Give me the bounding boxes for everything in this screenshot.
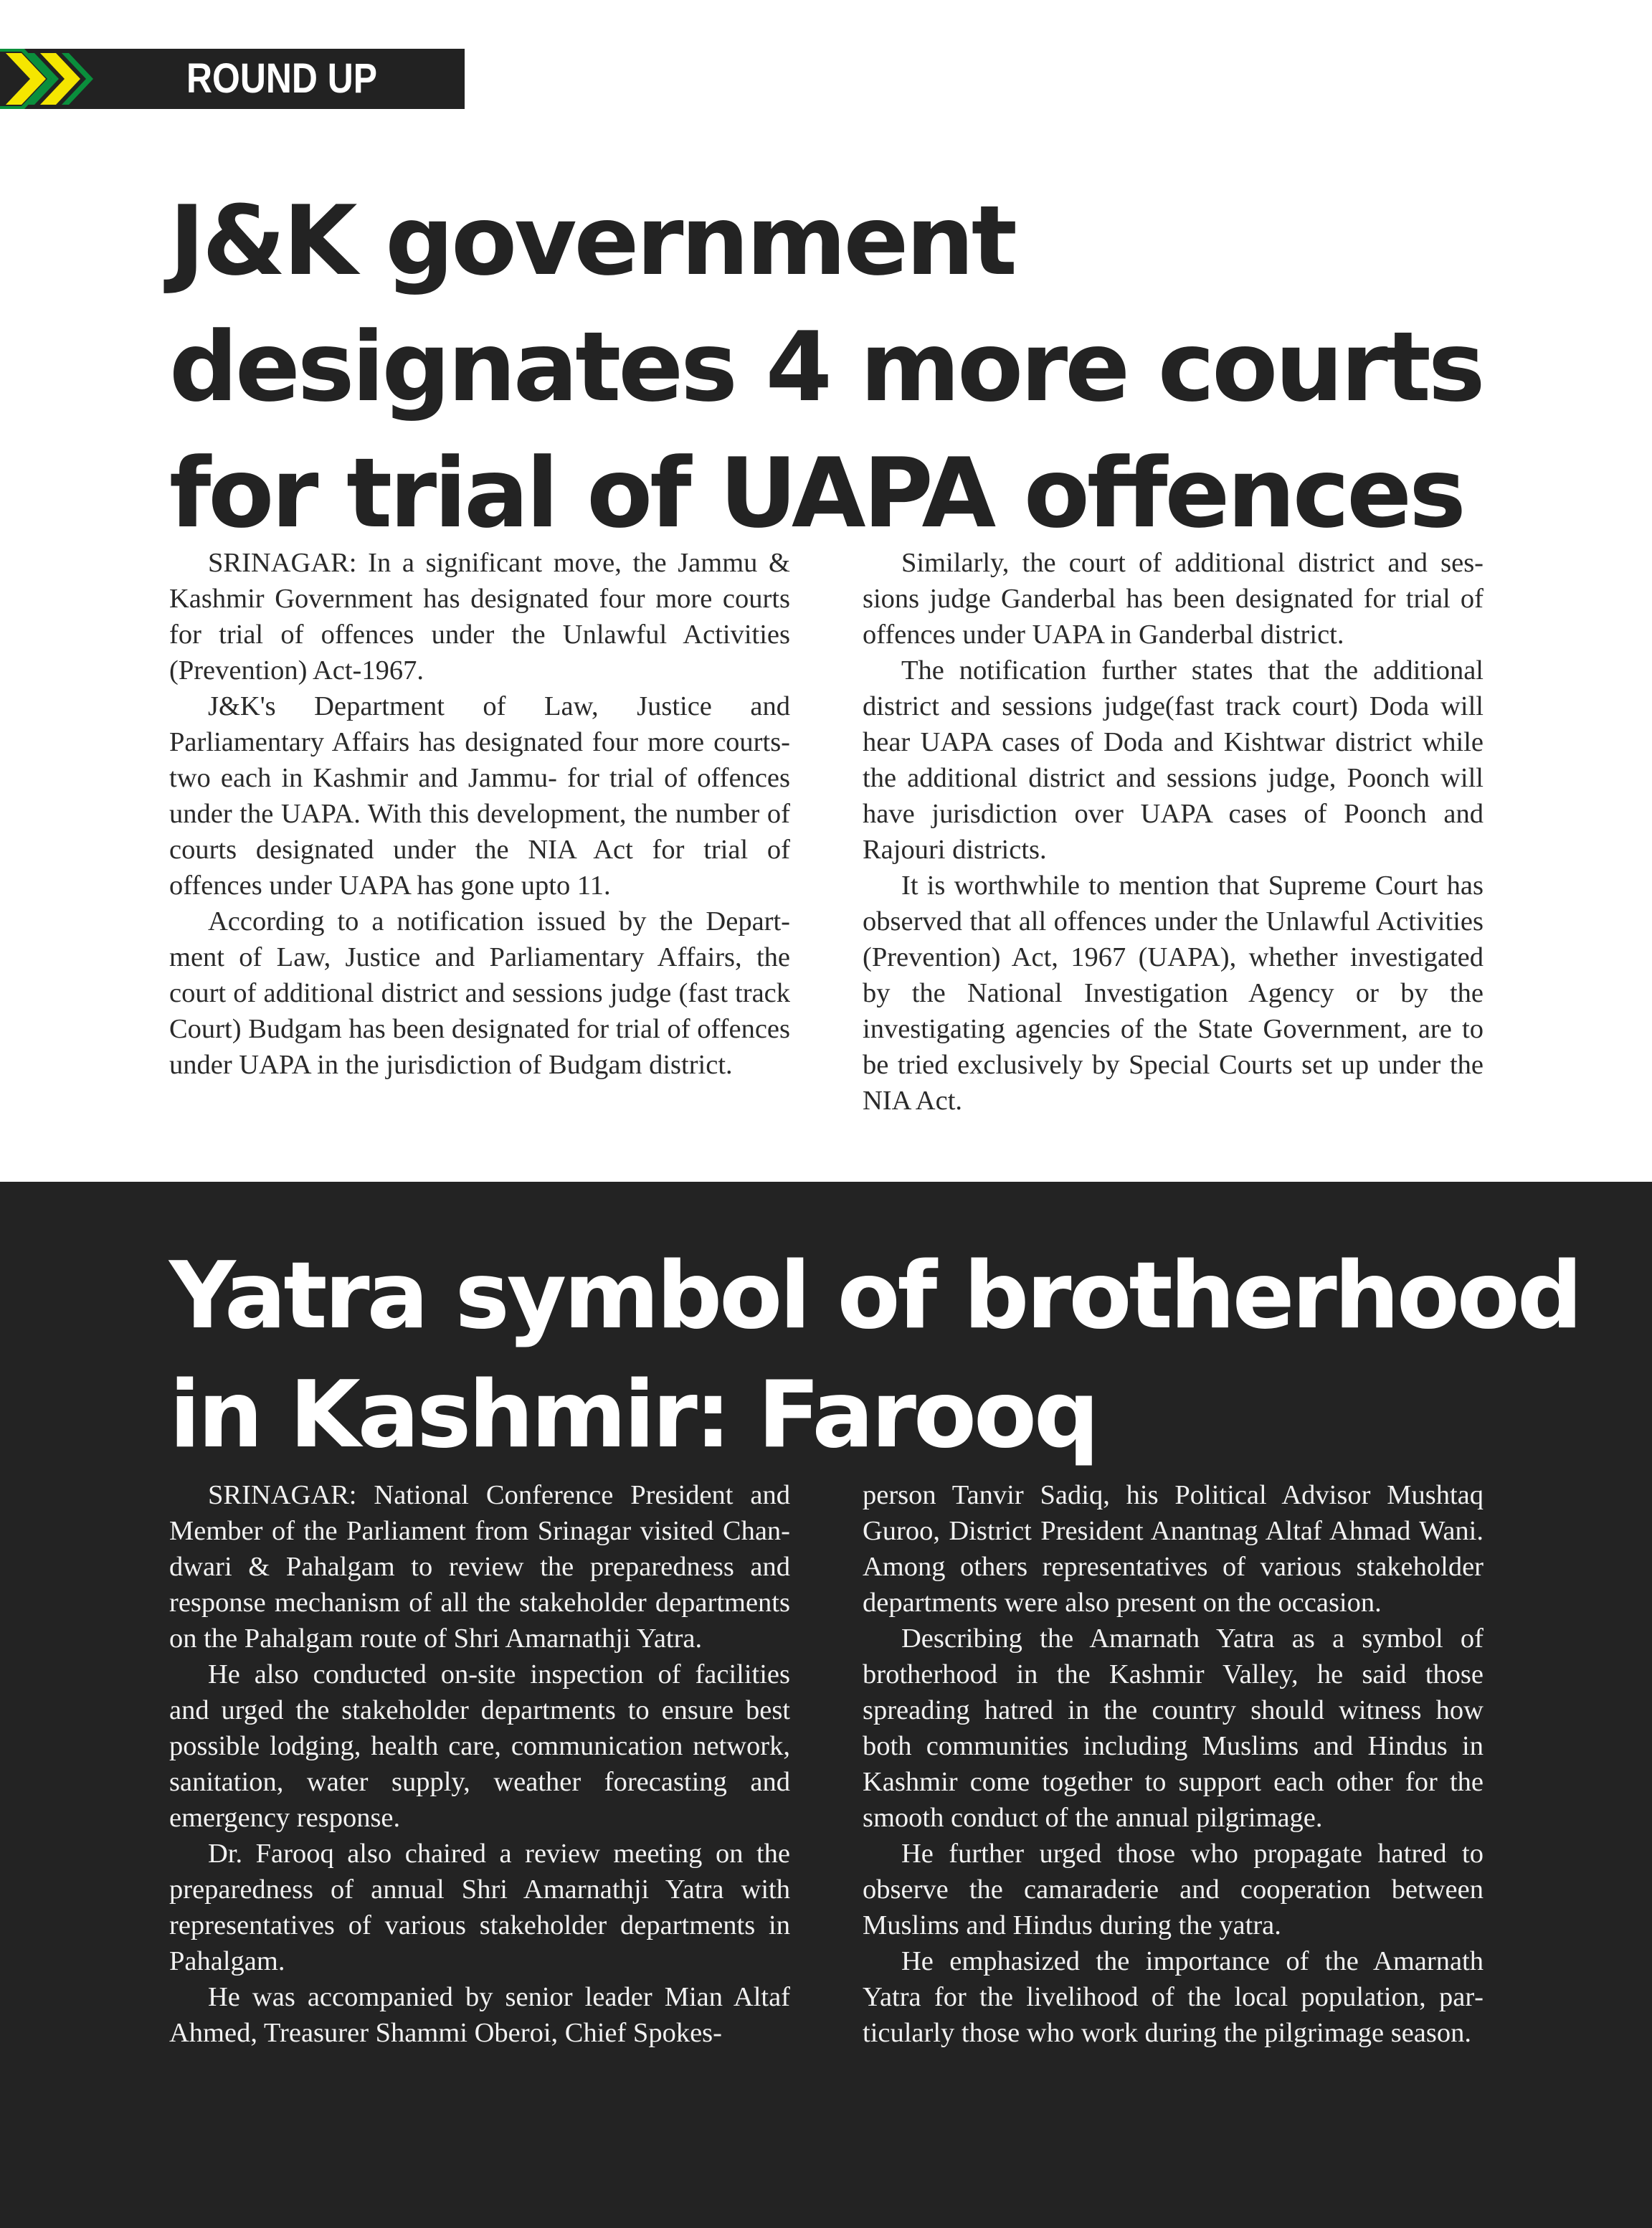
article1-column-right bbox=[863, 545, 1484, 1119]
article1-paragraph: The notification further states that the additional district and sessions judge(fast track court) Doda will hear UAPA cases of Doda and Kishtwar district while the additional district and sessions judge, Poonch will have jurisdiction over UAPA cases of Poonch and Rajouri districts. bbox=[863, 655, 1484, 865]
article1-headline-line: for trial of UAPA offences bbox=[169, 437, 1463, 549]
article1-headline-line: designates 4 more courts bbox=[169, 311, 1483, 423]
article2-paragraph: He emphasized the importance of the Amarnath Yatra for the livelihood of the local population, particularly those who work during the pilgrimage season. bbox=[863, 1946, 1484, 2048]
article1-paragraph: Similarly, the court of additional district and sessions judge Ganderbal has been designated for trial of offences under UAPA in Ganderbal district. bbox=[863, 548, 1484, 650]
article2-headline-line: in Kashmir: Farooq bbox=[169, 1362, 1097, 1469]
article2-paragraph: He was accompanied by senior leader Mian Altaf Ahmed, Treasurer Shammi Oberoi, Chief Spokes- bbox=[169, 1982, 790, 2048]
article2-headline bbox=[169, 1237, 1580, 1475]
article2-paragraph: He also conducted on-site inspection of facilities and urged the stakeholder departments to ensure best possible lodging, health care, communication network, sanitation, water supply, weather forecasting and emergency response. bbox=[169, 1659, 790, 1833]
article1-headline-line: J&K government bbox=[169, 185, 1015, 297]
article2-paragraph: SRINAGAR: National Conference President and Member of the Parliament from Srinagar visited Chandwari & Pahalgam to review the preparedness and response mechanism of all the stakeholder departments on the Pahalgam route of Shri Amarnathji Yatra. bbox=[169, 1480, 790, 1654]
article2-paragraph: Describing the Amarnath Yatra as a symbol of brotherhood in the Kashmir Valley, he said those spreading hatred in the country should witness how both communities including Muslims and Hindus in Kashmir come together to support each other for the smooth conduct of the annual pilgrimage. bbox=[863, 1623, 1484, 1833]
article2-column-right bbox=[863, 1477, 1484, 2051]
article1-column-left bbox=[169, 545, 790, 1083]
article1-paragraph: J&K's Department of Law, Justice and Parliamentary Affairs has designated four more courts- two each in Kashmir and Jammu- for trial of offences under the UAPA. With this development, the number of courts designated under the NIA Act for trial of offences under UAPA has gone upto 11. bbox=[169, 691, 790, 901]
article2-column-left bbox=[169, 1477, 790, 2051]
section-tag bbox=[0, 49, 465, 109]
article2-headline-line: Yatra symbol of brotherhood bbox=[169, 1243, 1580, 1350]
article1-headline bbox=[169, 178, 1483, 556]
article1-paragraph: It is worthwhile to mention that Supreme Court has observed that all offences under the Unlawful Activities (Prevention) Act, 1967 (UAPA), whether investigated by the National Investigation Agency or by the investigating agencies of the State Government, are to be tried exclusively by Special Courts set up under the NIA Act. bbox=[863, 871, 1484, 1116]
article2-paragraph: Dr. Farooq also chaired a review meeting on the preparedness of annual Shri Amarnathji Yatra with representatives of various stakeholder departments in Pahalgam. bbox=[169, 1839, 790, 1976]
article1-paragraph: According to a notification issued by the Department of Law, Justice and Parliamentary Affairs, the court of additional district and sessions judge (fast track Court) Budgam has been designated for trial of offences under UAPA in the jurisdiction of Budgam district. bbox=[169, 906, 790, 1080]
article2-paragraph: person Tanvir Sadiq, his Political Advisor Mushtaq Guroo, District President Anantnag Altaf Ahmad Wani. Among others representatives of various stakeholder departments were also present on the occasion. bbox=[863, 1480, 1484, 1618]
article2-paragraph: He further urged those who propagate hatred to observe the camaraderie and cooperation between Muslims and Hindus during the yatra. bbox=[863, 1839, 1484, 1940]
chevron-icon bbox=[0, 49, 100, 109]
article1-paragraph: SRINAGAR: In a significant move, the Jammu & Kashmir Government has designated four more courts for trial of offences under the Unlawful Activities (Prevention) Act-1967. bbox=[169, 548, 790, 686]
section-label: ROUND UP bbox=[186, 55, 378, 102]
